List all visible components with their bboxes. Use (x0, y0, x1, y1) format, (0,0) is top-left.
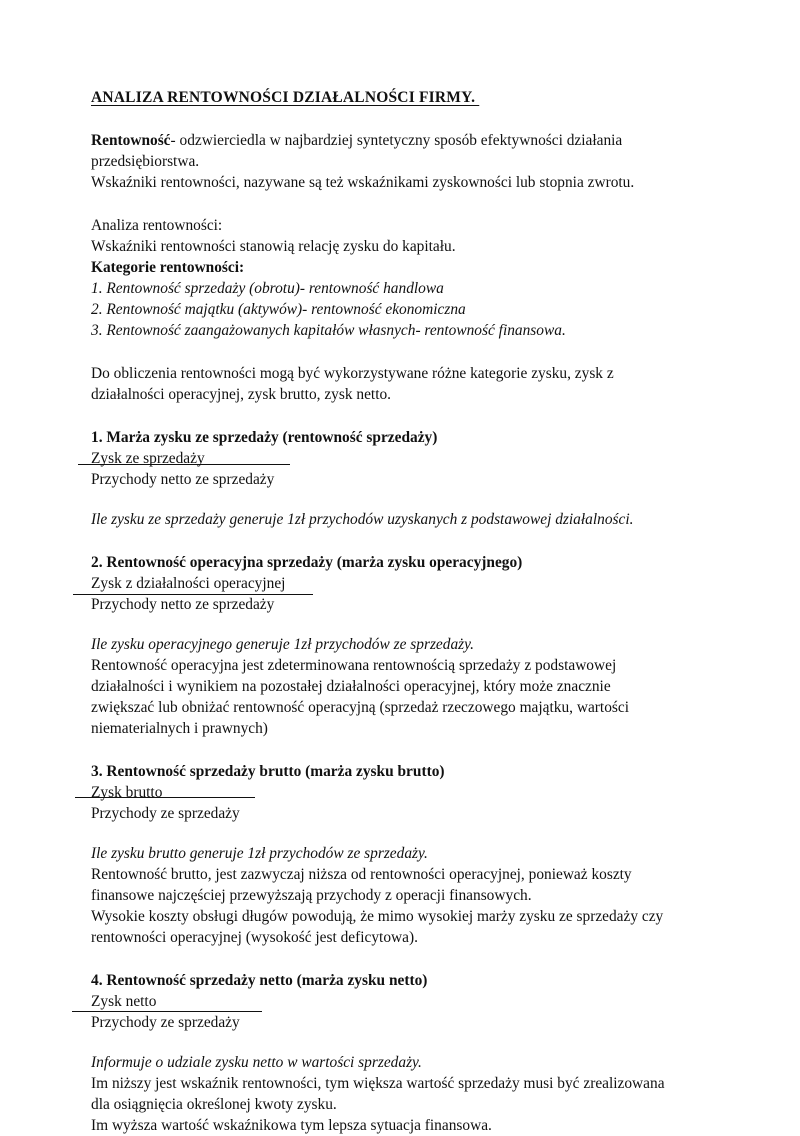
fraction-numerator: Zysk ze sprzedaży (91, 450, 205, 467)
spacer (91, 490, 720, 509)
section-body-line: Rentowność operacyjna jest zdeterminowana rentownością sprzedaży z podstawowej (91, 657, 617, 674)
section-note: Ile zysku operacyjnego generuje 1zł przychodów ze sprzedaży. (91, 636, 474, 653)
categories-heading: Kategorie rentowności: (91, 259, 245, 276)
category-item: 1. Rentowność sprzedaży (obrotu)- rentowność handlowa (91, 280, 444, 297)
section-body-line: działalności i wynikiem na pozostałej działalności operacyjnej, który może znacznie (91, 678, 611, 695)
formula-fraction (91, 573, 720, 615)
section-body-line: Rentowność brutto, jest zazwyczaj niższa od rentowności operacyjnej, ponieważ koszty (91, 866, 632, 883)
section-body-line: zwiększać lub obniżać rentowność operacyjną (sprzedaż rzeczowego majątku, wartości (91, 699, 629, 716)
spacer (91, 948, 720, 970)
spacer (91, 824, 720, 843)
section-body-line: rentowności operacyjnej (wysokość jest deficytowa). (91, 929, 418, 946)
fraction-denominator: Przychody ze sprzedaży (91, 1014, 240, 1031)
profit-note-block (91, 363, 720, 405)
analysis-heading: Analiza rentowności: (91, 217, 223, 234)
fraction-rule (75, 797, 255, 798)
ratio-section-2 (91, 552, 720, 739)
section-body-line: dla osiągnięcia określonej kwoty zysku. (91, 1096, 337, 1113)
section-heading: 1. Marża zysku ze sprzedaży (rentowność sprzedaży) (91, 429, 438, 446)
spacer (91, 530, 720, 552)
fraction-rule (73, 594, 313, 595)
spacer (91, 405, 720, 427)
spacer (91, 739, 720, 761)
intro-block (91, 130, 720, 193)
fraction-denominator: Przychody netto ze sprzedaży (91, 471, 275, 488)
spacer (91, 341, 720, 363)
formula-fraction (91, 448, 720, 490)
section-body-line: niematerialnych i prawnych) (91, 720, 268, 737)
fraction-denominator: Przychody ze sprzedaży (91, 805, 240, 822)
intro-lead-line (91, 130, 720, 151)
spacer (91, 1033, 720, 1052)
fraction-numerator: Zysk z działalności operacyjnej (91, 575, 286, 592)
section-note: Informuje o udziale zysku netto w wartości sprzedaży. (91, 1054, 422, 1071)
section-heading: 3. Rentowność sprzedaży brutto (marża zysku brutto) (91, 763, 445, 780)
fraction-numerator: Zysk brutto (91, 784, 163, 801)
fraction-rule (72, 1011, 262, 1012)
ratio-section-4 (91, 970, 720, 1136)
spacer (91, 615, 720, 634)
intro-lead-term: Rentowność (91, 132, 171, 149)
section-heading: 4. Rentowność sprzedaży netto (marża zysku netto) (91, 972, 428, 989)
fraction-numerator: Zysk netto (91, 993, 157, 1010)
intro-line-2: przedsiębiorstwa. (91, 153, 200, 170)
formula-fraction (91, 782, 720, 824)
fraction-denominator: Przychody netto ze sprzedaży (91, 596, 275, 613)
fraction-rule (78, 464, 290, 465)
profit-note-line-1: Do obliczenia rentowności mogą być wykorzystywane różne kategorie zysku, zysk z (91, 365, 614, 382)
formula-fraction (91, 991, 720, 1033)
profit-note-line-2: działalności operacyjnej, zysk brutto, zysk netto. (91, 386, 392, 403)
section-body-line: Im wyższa wartość wskaźnikowa tym lepsza sytuacja finansowa. (91, 1117, 492, 1134)
page-title: ANALIZA RENTOWNOŚCI DZIAŁALNOŚCI FIRMY. (91, 89, 480, 106)
section-note: Ile zysku brutto generuje 1zł przychodów ze sprzedaży. (91, 845, 428, 862)
ratio-section-3 (91, 761, 720, 948)
spacer (91, 193, 720, 215)
analysis-line-2: Wskaźniki rentowności stanowią relację zysku do kapitału. (91, 238, 456, 255)
intro-lead-rest: - odzwierciedla w najbardziej syntetyczny sposób efektywności działania (170, 132, 623, 149)
intro-line-3: Wskaźniki rentowności, nazywane są też wskaźnikami zyskowności lub stopnia zwrotu. (91, 174, 635, 191)
section-body-line: finansowe najczęściej przewyższają przychody z operacji finansowych. (91, 887, 532, 904)
analysis-block (91, 215, 720, 341)
section-body-line: Wysokie koszty obsługi długów powodują, że mimo wysokiej marży zysku ze sprzedaży czy (91, 908, 664, 925)
ratio-section-1 (91, 427, 720, 530)
spacer (91, 108, 720, 130)
section-body-line: Im niższy jest wskaźnik rentowności, tym większa wartość sprzedaży musi być zrealizowana (91, 1075, 665, 1092)
section-heading: 2. Rentowność operacyjna sprzedaży (marża zysku operacyjnego) (91, 554, 523, 571)
category-item: 2. Rentowność majątku (aktywów)- rentowność ekonomiczna (91, 301, 466, 318)
section-note: Ile zysku ze sprzedaży generuje 1zł przychodów uzyskanych z podstawowej działalności. (91, 511, 634, 528)
category-item: 3. Rentowność zaangażowanych kapitałów własnych- rentowność finansowa. (91, 322, 566, 339)
